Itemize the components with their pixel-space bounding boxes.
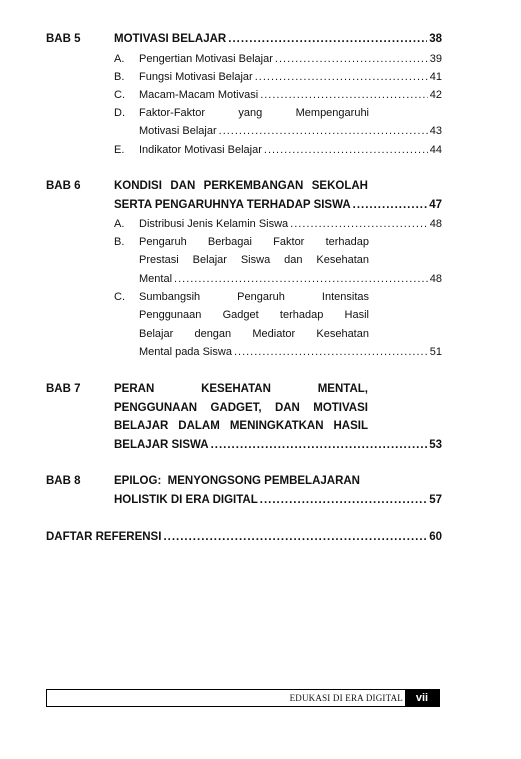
leader-dots — [228, 33, 427, 45]
toc-page: 43 — [429, 125, 442, 137]
toc-text: Macam-Macam Motivasi — [139, 89, 259, 101]
word: Faktor — [273, 236, 305, 248]
word: PERAN — [114, 383, 155, 395]
bab6-item-c-line1 — [139, 291, 369, 303]
bab7-label: BAB 7 — [46, 383, 81, 395]
word: DALAM — [178, 420, 220, 432]
word: Faktor-Faktor — [139, 107, 206, 119]
word: Penggunaan — [139, 309, 202, 321]
toc-page: 41 — [429, 71, 442, 83]
bab5-item-c-letter: C. — [114, 89, 125, 101]
toc-page: 51 — [429, 346, 442, 358]
page-footer — [46, 689, 440, 707]
bab5-item-b-letter: B. — [114, 71, 125, 83]
bab6-page: 47 — [429, 199, 442, 211]
word: SEKOLAH — [311, 180, 368, 192]
toc-text: Indikator Motivasi Belajar — [139, 144, 262, 156]
leader-dots — [174, 273, 428, 285]
bab6-item-c-line2 — [139, 309, 369, 321]
toc-page: 42 — [429, 89, 442, 101]
bab6-title-entry[interactable] — [114, 199, 442, 211]
bab6-item-b-letter: B. — [114, 236, 125, 248]
word: Pengaruh — [139, 236, 187, 248]
word: GADGET, — [210, 402, 262, 414]
word: dengan — [194, 328, 232, 340]
daftar-referensi-page: 60 — [429, 531, 442, 543]
bab5-item-d-line1 — [139, 107, 369, 119]
bab6-label: BAB 6 — [46, 180, 81, 192]
word: DAN — [170, 180, 196, 192]
bab6-item-c[interactable] — [139, 346, 442, 358]
word: Kesehatan — [316, 254, 369, 266]
footer-page-number: vii — [405, 690, 439, 706]
word: terhadap — [325, 236, 369, 248]
bab5-title-entry[interactable] — [114, 33, 442, 45]
bab5-item-a-letter: A. — [114, 53, 125, 65]
bab8-title-entry[interactable] — [114, 494, 442, 506]
word: Kesehatan — [316, 328, 369, 340]
bab6-title: SERTA PENGARUHNYA TERHADAP SISWA — [114, 199, 351, 211]
bab6-item-a[interactable] — [139, 218, 442, 230]
bab6-item-a-letter: A. — [114, 218, 125, 230]
bab5-item-e-letter: E. — [114, 144, 125, 156]
bab5-item-e[interactable] — [139, 144, 442, 156]
bab5-item-c[interactable] — [139, 89, 442, 101]
word: MOTIVASI — [313, 402, 368, 414]
bab8-title-line1: EPILOG: MENYONGSONG PEMBELAJARAN — [114, 475, 360, 487]
bab6-item-b-line1 — [139, 236, 369, 248]
bab7-title-line1 — [114, 383, 368, 395]
leader-dots — [219, 125, 428, 137]
word: Mediator — [252, 328, 296, 340]
toc-text: Pengertian Motivasi Belajar — [139, 53, 273, 65]
leader-dots — [353, 199, 428, 211]
word: Mempengaruhi — [295, 107, 369, 119]
word: terhadap — [279, 309, 324, 321]
bab5-label: BAB 5 — [46, 33, 81, 45]
leader-dots — [264, 144, 428, 156]
bab5-title: MOTIVASI BELAJAR — [114, 33, 227, 45]
bab7-title-line3 — [114, 420, 368, 432]
word: MENINGKATKAN — [229, 420, 324, 432]
leader-dots — [275, 53, 428, 65]
word: PERKEMBANGAN — [203, 180, 304, 192]
bab5-item-b[interactable] — [139, 71, 442, 83]
toc-page: 48 — [429, 273, 442, 285]
leader-dots — [163, 531, 427, 543]
bab6-item-b-line2 — [139, 254, 369, 266]
toc-page: 39 — [429, 53, 442, 65]
footer-book-title: EDUKASI DI ERA DIGITAL — [289, 693, 403, 703]
leader-dots — [211, 439, 428, 451]
word: Pengaruh — [237, 291, 285, 303]
word: Prestasi — [139, 254, 179, 266]
word: yang — [238, 107, 263, 119]
leader-dots — [260, 89, 428, 101]
daftar-referensi-title: DAFTAR REFERENSI — [46, 531, 162, 543]
bab8-label: BAB 8 — [46, 475, 81, 487]
bab7-title-entry[interactable] — [114, 439, 442, 451]
bab7-page: 53 — [429, 439, 442, 451]
toc-page: 44 — [429, 144, 442, 156]
bab8-page: 57 — [429, 494, 442, 506]
toc-text: Motivasi Belajar — [139, 125, 217, 137]
word: Belajar — [139, 328, 174, 340]
leader-dots — [290, 218, 428, 230]
bab6-item-c-letter: C. — [114, 291, 125, 303]
bab6-item-c-line3 — [139, 328, 369, 340]
bab8-title: HOLISTIK DI ERA DIGITAL — [114, 494, 258, 506]
leader-dots — [260, 494, 427, 506]
word: dan — [284, 254, 303, 266]
word: MENTAL, — [317, 383, 368, 395]
word: KESEHATAN — [201, 383, 271, 395]
word: HASIL — [333, 420, 368, 432]
word: BELAJAR — [114, 420, 169, 432]
bab5-item-d[interactable] — [139, 125, 442, 137]
toc-text: Fungsi Motivasi Belajar — [139, 71, 253, 83]
word: Belajar — [192, 254, 227, 266]
word: Siswa — [240, 254, 271, 266]
bab5-page: 38 — [429, 33, 442, 45]
word: Gadget — [222, 309, 259, 321]
toc-text: Distribusi Jenis Kelamin Siswa — [139, 218, 289, 230]
bab6-title-line1 — [114, 180, 368, 192]
leader-dots — [255, 71, 428, 83]
word: Intensitas — [321, 291, 369, 303]
daftar-referensi-entry[interactable] — [46, 531, 442, 543]
toc-text: Mental — [139, 273, 173, 285]
word: Berbagai — [207, 236, 252, 248]
leader-dots — [234, 346, 428, 358]
bab5-item-a[interactable] — [139, 53, 442, 65]
toc-page: 48 — [429, 218, 442, 230]
bab5-item-d-letter: D. — [114, 107, 125, 119]
bab6-item-b[interactable] — [139, 273, 442, 285]
word: Hasil — [344, 309, 369, 321]
word: DAN — [274, 402, 300, 414]
bab7-title-line2 — [114, 402, 368, 414]
word: KONDISI — [114, 180, 162, 192]
word: Sumbangsih — [139, 291, 201, 303]
bab7-title: BELAJAR SISWA — [114, 439, 209, 451]
word: PENGGUNAAN — [114, 402, 198, 414]
toc-text: Mental pada Siswa — [139, 346, 232, 358]
